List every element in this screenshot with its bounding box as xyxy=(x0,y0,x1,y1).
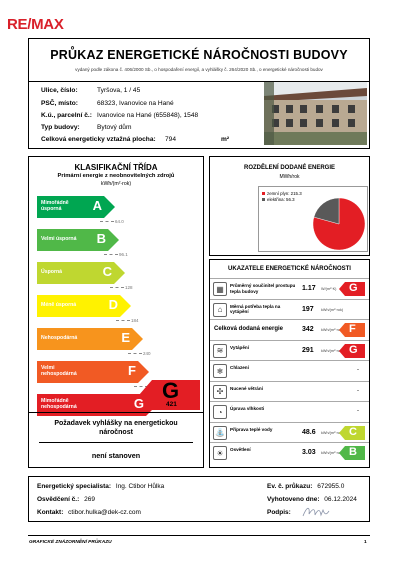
indicator-dash: - xyxy=(357,387,359,394)
class-bar-letter: A xyxy=(92,198,102,213)
indicator-unit: kWh/(m²·rok) xyxy=(321,451,344,455)
area-value: 794 xyxy=(165,136,177,143)
indicator-value: 1.17 xyxy=(302,285,316,292)
ev-row xyxy=(267,483,344,490)
current-class-badge xyxy=(152,380,200,410)
distribution-pie xyxy=(259,187,369,253)
indicator-label: Průměrný součinitel prostupu tepla budovy xyxy=(230,283,296,294)
indicator-grade xyxy=(345,282,365,296)
class-bar-tip xyxy=(108,229,119,251)
class-bar-f xyxy=(37,361,138,383)
class-bar-a xyxy=(37,196,104,218)
class-bar-letter: E xyxy=(121,330,130,345)
classification-title: KLASIFIKAČNÍ TŘÍDA xyxy=(74,163,158,172)
indicator-label: Měrná potřeba tepla na vytápění xyxy=(230,303,281,314)
signature-image xyxy=(301,504,331,520)
indicator-grade-letter: C xyxy=(349,425,357,438)
indicator-icon: ◔ xyxy=(213,405,227,419)
psc-value: 68323, Ivanovice na Hané xyxy=(97,100,174,107)
indicator-icon: ❄ xyxy=(213,364,227,378)
class-bar-label: Velmi nehospodárná xyxy=(41,365,77,377)
distribution-chart-area xyxy=(258,186,368,252)
type-value: Bytový dům xyxy=(97,124,132,131)
indicator-row xyxy=(210,299,369,319)
building-info xyxy=(28,79,370,149)
psc-row xyxy=(41,100,174,107)
area-row xyxy=(41,136,230,143)
date-value: 06.12.2024 xyxy=(324,496,357,503)
indicator-grade-letter: B xyxy=(349,446,357,458)
footer-title: GRAFICKÉ ZNÁZORNĚNÍ PRŮKAZU xyxy=(29,540,112,545)
indicator-grade-letter: G xyxy=(349,282,358,294)
requirement-title: Požadavek vyhlášky na energetickou náročnost xyxy=(39,419,193,443)
building-photo-image xyxy=(264,82,367,145)
indicator-value: 3.03 xyxy=(302,449,316,456)
indicator-grade-letter: F xyxy=(349,323,356,335)
class-bar-label: Úsporná xyxy=(41,269,63,276)
indicator-icon: ▦ xyxy=(213,282,227,296)
psc-label: PSČ, místo: xyxy=(41,100,79,107)
indicator-grade-tip xyxy=(339,282,345,296)
indicator-grade xyxy=(345,446,365,460)
class-bar-label: Velmi úsporná xyxy=(41,236,77,243)
street-label: Ulice, číslo: xyxy=(41,87,78,94)
class-bar-label: Nehospodárná xyxy=(41,335,78,342)
class-bar-label: Mimořádně nehospodárná xyxy=(41,398,77,410)
class-threshold-line xyxy=(128,353,142,354)
indicator-grade-letter: G xyxy=(349,343,358,356)
class-threshold-line xyxy=(110,287,124,288)
indicator-row xyxy=(210,381,369,401)
ku-label: K.ú., parcelní č.: xyxy=(41,112,92,119)
indicator-unit: kWh/(m²·rok) xyxy=(321,348,344,353)
indicator-row xyxy=(210,422,369,442)
indicator-unit: kWh/(m²·rok) xyxy=(321,328,344,332)
class-bar-tip xyxy=(104,196,115,218)
date-label: Vyhotoveno dne: xyxy=(267,496,320,503)
class-threshold-line xyxy=(104,254,118,255)
indicator-grade xyxy=(345,323,365,337)
area-unit: m² xyxy=(221,136,230,143)
class-threshold-line xyxy=(100,221,114,222)
indicator-label: Chlazení xyxy=(230,365,249,370)
class-threshold-value: 64.0 xyxy=(115,219,124,224)
class-bar-tip xyxy=(114,262,125,284)
date-row xyxy=(267,496,357,503)
class-bar-tip xyxy=(132,328,143,350)
indicators-panel xyxy=(209,259,370,468)
page-subtitle: vydaný podle zákona č. 406/2000 Sb., o hospodaření energií, a vyhlášky č. 264/2020 Sb., o energetické náročnosti budov xyxy=(75,67,323,72)
legend-label: elektřina: 56.3 xyxy=(267,197,295,202)
indicator-grade-tip xyxy=(339,344,345,358)
class-bar-e xyxy=(37,328,132,350)
energy-distribution-panel xyxy=(209,156,370,256)
footer-divider xyxy=(28,535,370,536)
indicator-value: 342 xyxy=(302,326,314,333)
street-row xyxy=(41,87,141,94)
class-bar-tip xyxy=(120,295,131,317)
indicator-row xyxy=(210,278,369,298)
indicator-row xyxy=(210,340,369,360)
indicator-unit: kWh/(m²·rok) xyxy=(321,307,344,312)
current-class-value: 421 xyxy=(166,401,177,408)
indicator-row xyxy=(210,442,369,462)
cert-value: 269 xyxy=(84,496,95,503)
street-value: Tyršova, 1 / 45 xyxy=(97,87,141,94)
class-threshold-value: 96.1 xyxy=(119,252,128,257)
class-bar-letter: D xyxy=(108,297,118,312)
indicator-grade xyxy=(345,426,365,440)
indicator-label: Úprava vlhkosti xyxy=(230,406,265,411)
indicator-value: 197 xyxy=(302,305,314,313)
type-label: Typ budovy: xyxy=(41,124,80,131)
contact-label: Kontakt: xyxy=(37,509,64,516)
distribution-unit: MWh/rok xyxy=(279,174,300,180)
indicator-icon: ⌂ xyxy=(213,303,227,317)
indicator-row xyxy=(210,401,369,421)
contact-value: ctibor.hulka@dek-cz.com xyxy=(68,509,141,516)
indicator-grade-tip xyxy=(339,323,345,337)
indicator-grade-tip xyxy=(339,446,345,460)
indicator-row xyxy=(210,360,369,380)
class-bar-b xyxy=(37,229,108,251)
sign-label: Podpis: xyxy=(267,509,291,516)
class-bar-letter: G xyxy=(133,396,144,411)
cert-row xyxy=(37,496,95,503)
page-title: PRŮKAZ ENERGETICKÉ NÁROČNOSTI BUDOVY xyxy=(50,48,348,62)
contact-row xyxy=(37,509,141,516)
indicator-icon: ✣ xyxy=(213,385,227,399)
indicator-dash: - xyxy=(357,367,359,373)
class-bar-d xyxy=(37,295,120,317)
class-threshold-value: 184 xyxy=(131,318,139,323)
indicators-title: UKAZATELE ENERGETICKÉ NÁROČNOSTI xyxy=(228,266,351,272)
class-bar-label: Méně úsporná xyxy=(41,302,77,309)
class-bar-letter: C xyxy=(102,264,112,279)
class-threshold-value: 128 xyxy=(125,285,133,290)
indicator-grade-tip xyxy=(339,426,345,440)
requirement-panel xyxy=(28,412,204,468)
class-bar-letter: B xyxy=(96,231,106,246)
ku-value: Ivanovice na Hané (655848), 1548 xyxy=(97,112,199,119)
page-number: 1 xyxy=(364,540,367,545)
sign-row xyxy=(267,509,291,516)
class-threshold-value: 240 xyxy=(143,351,151,356)
ku-row xyxy=(41,112,199,119)
class-bar-label: Mimořádně úsporná xyxy=(41,200,69,212)
requirement-value: není stanoven xyxy=(91,451,141,460)
indicator-label: Osvětlení xyxy=(230,447,251,452)
indicator-label: Celková dodaná energie xyxy=(214,326,284,332)
distribution-title: ROZDĚLENÍ DODANÉ ENERGIE xyxy=(243,165,335,171)
class-threshold-line xyxy=(116,320,130,321)
ev-value: 672955.0 xyxy=(317,483,345,490)
indicator-icon: ☀ xyxy=(213,446,227,460)
indicator-value: 291 xyxy=(302,346,314,354)
remax-logo: RE/MAX xyxy=(7,16,64,33)
indicator-icon: ⛲ xyxy=(213,426,227,440)
type-row xyxy=(41,124,132,131)
indicator-row xyxy=(210,319,369,339)
legend-label: zemní plyn: 215.3 xyxy=(267,191,302,196)
specialist-label: Energetický specialista: xyxy=(37,483,112,490)
classification-subtitle: Primární energie z neobnovitelných zdrojů xyxy=(57,173,175,179)
specialist-panel xyxy=(28,476,370,522)
class-bar-c xyxy=(37,262,114,284)
current-class-letter: G xyxy=(162,378,180,403)
indicator-unit: W/(m²·K) xyxy=(321,287,337,291)
title-frame xyxy=(28,38,370,82)
classification-unit: kWh/(m²·rok) xyxy=(100,181,132,187)
indicator-unit: kWh/(m²·rok) xyxy=(321,430,344,435)
indicator-label: Vytápění xyxy=(230,344,249,350)
indicator-label: Příprava teplé vody xyxy=(230,426,273,432)
indicator-value: 48.6 xyxy=(302,428,316,436)
ev-label: Ev. č. průkazu: xyxy=(267,483,313,490)
indicator-icon: ≋ xyxy=(213,344,227,358)
specialist-row xyxy=(37,483,164,490)
building-photo xyxy=(264,82,367,145)
cert-label: Osvědčení č.: xyxy=(37,496,80,503)
indicator-grade xyxy=(345,344,365,358)
specialist-value: Ing. Ctibor Hůlka xyxy=(115,483,165,490)
indicator-label: Nucené větrání xyxy=(230,385,263,391)
area-label: Celková energeticky vztažná plocha: xyxy=(41,136,156,143)
indicator-dash: - xyxy=(357,408,359,414)
class-bar-letter: F xyxy=(128,363,136,378)
